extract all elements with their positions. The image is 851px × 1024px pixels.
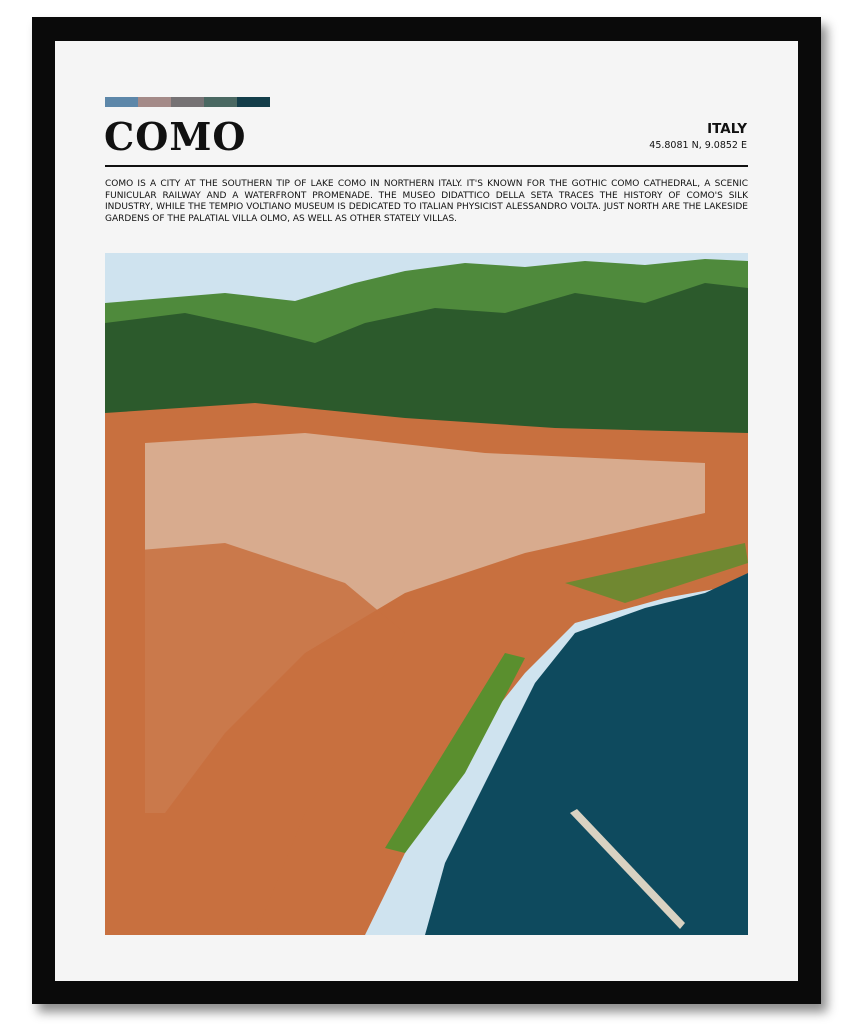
palette-swatch [138,97,171,107]
poster-title: COMO [104,114,247,159]
aerial-city-image [105,253,748,935]
color-palette [105,97,270,107]
coordinates-label: 45.8081 N, 9.0852 E [649,140,747,151]
city-description: COMO IS A CITY AT THE SOUTHERN TIP OF LAKE COMO IN NORTHERN ITALY. IT'S KNOWN FOR THE GOTHIC COMO CATHEDRAL, A SCENIC FUNICULAR RAILWAY AND A WATERFRONT PROMENADE. THE MUSEO DIDATTICO DELLA SETA TRACES THE HISTORY OF COMO'S SILK INDUSTRY, WHILE THE TEMPIO VOLTIANO MUSEUM IS DEDICATED TO ITALIAN PHYSICIST ALESSANDRO VOLTA. JUST NORTH ARE THE LAKESIDE GARDENS OF THE PALATIAL VILLA OLMO, AS WELL AS OTHER STATELY VILLAS. [105,179,748,224]
country-label: ITALY [707,121,747,137]
palette-swatch [204,97,237,107]
palette-swatch [171,97,204,107]
palette-swatch [237,97,270,107]
divider [105,165,748,167]
palette-swatch [105,97,138,107]
city-photo [105,253,748,935]
